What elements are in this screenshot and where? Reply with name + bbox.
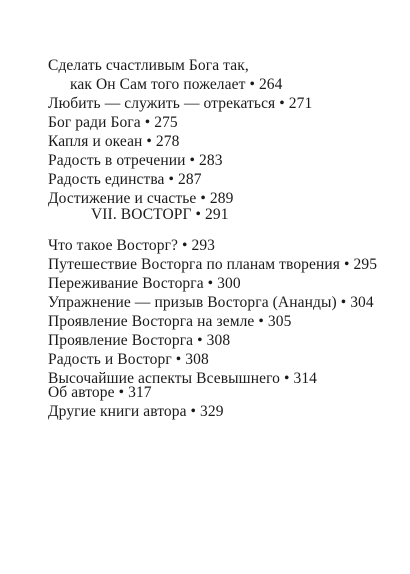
toc-entry: Проявление Восторга • 308 bbox=[48, 332, 231, 349]
toc-entry: Проявление Восторга на земле • 305 bbox=[48, 313, 292, 330]
toc-entry: Переживание Восторга • 300 bbox=[48, 275, 241, 292]
toc-entry: Радость в отречении • 283 bbox=[48, 152, 223, 169]
toc-entry-continuation: как Он Сам того пожелает • 264 bbox=[70, 76, 283, 93]
toc-entry: Высочайшие аспекты Всевышнего • 314 bbox=[48, 370, 318, 387]
toc-section-back-matter bbox=[48, 383, 224, 421]
toc-entry: Об авторе • 317 bbox=[48, 384, 152, 401]
toc-section-continued bbox=[48, 56, 312, 208]
toc-entry: Любить — служить — отрекаться • 271 bbox=[48, 95, 313, 112]
chapter-heading: VII. ВОСТОРГ • 291 bbox=[91, 206, 229, 223]
toc-entry: Другие книги автора • 329 bbox=[48, 403, 224, 420]
toc-entry: Радость и Восторг • 308 bbox=[48, 351, 209, 368]
toc-entry: Достижение и счастье • 289 bbox=[48, 190, 234, 207]
toc-entry: Что такое Восторг? • 293 bbox=[48, 237, 216, 254]
toc-entry: Сделать счастливым Бога так, bbox=[48, 57, 249, 74]
toc-entry: Путешествие Восторга по планам творения • 295 bbox=[48, 256, 378, 273]
toc-section-chapter-7 bbox=[48, 236, 377, 388]
toc-entry: Капля и океан • 278 bbox=[48, 133, 180, 150]
toc-entry: Упражнение — призыв Восторга (Ананды) • 304 bbox=[48, 294, 374, 311]
toc-entry: Радость единства • 287 bbox=[48, 171, 202, 188]
toc-entry: Бог ради Бога • 275 bbox=[48, 114, 178, 131]
